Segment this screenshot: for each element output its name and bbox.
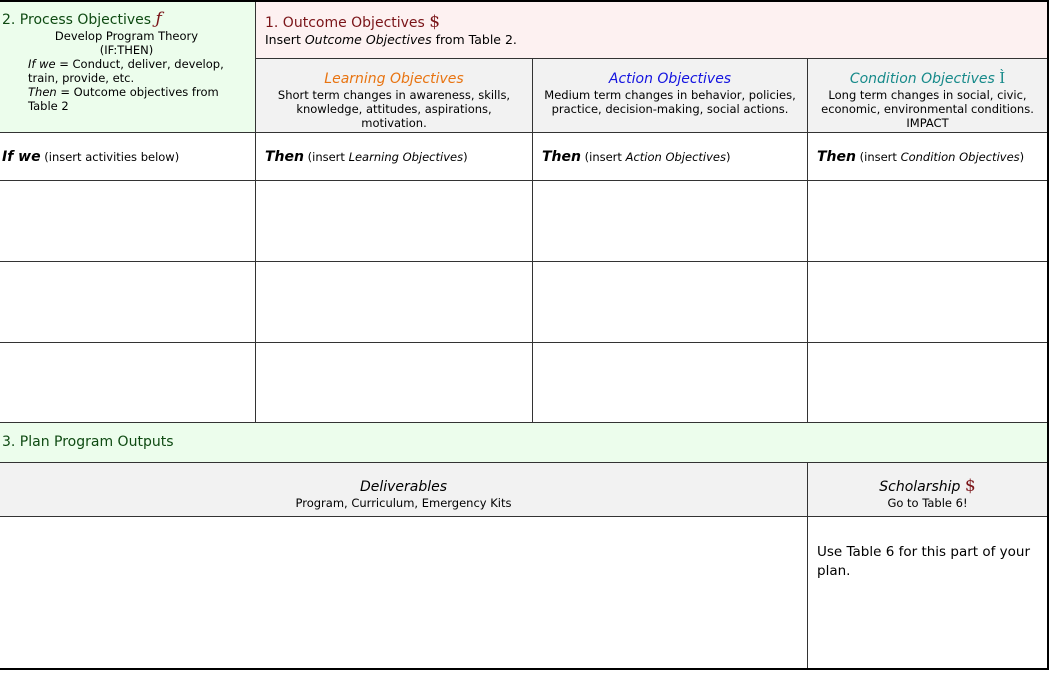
- scholarship-note-cell: [807, 516, 1047, 668]
- insert-post: from Table 2.: [431, 32, 517, 47]
- program-outputs-title: 3. Plan Program Outputs: [2, 434, 174, 450]
- ifwe-header-cell: [0, 132, 255, 180]
- condition-objectives-header: [807, 58, 1047, 132]
- condition-objectives-desc: Long term changes in social, civic, economic, environmental conditions. IMPACT: [821, 88, 1034, 130]
- action-objectives-title: Action Objectives: [608, 71, 732, 87]
- deliverables-header: [0, 462, 807, 516]
- action-entry-cell[interactable]: [532, 261, 807, 342]
- scholarship-dollar-icon: $: [964, 476, 976, 496]
- insert-open-learning: (insert: [303, 149, 349, 164]
- deliverables-title: Deliverables: [359, 479, 448, 495]
- outcome-objectives-cell: [255, 2, 1047, 58]
- process-objectives-title: [2, 10, 251, 29]
- action-entry-cell[interactable]: [532, 342, 807, 422]
- insert-em: Outcome Objectives: [304, 32, 432, 47]
- outcome-objectives-title: [265, 13, 1047, 32]
- ifwe-entry-cell[interactable]: [0, 261, 255, 342]
- ifwe-em: If we: [28, 57, 56, 71]
- ifwe-definition: [2, 57, 251, 85]
- condition-entry-cell[interactable]: [807, 180, 1047, 261]
- if-then-label: (IF:THEN): [99, 43, 154, 57]
- scholarship-header: [807, 462, 1047, 516]
- process-objectives-cell: [0, 2, 255, 132]
- then-definition: [2, 85, 251, 113]
- ifwe-entry-cell[interactable]: [0, 180, 255, 261]
- learning-objectives-desc: Short term changes in awareness, skills, knowledge, attitudes, aspirations, motivation.: [277, 88, 511, 130]
- insert-pre: Insert: [265, 32, 305, 47]
- insert-close-learning: ): [463, 149, 468, 164]
- learning-entry-cell[interactable]: [255, 180, 532, 261]
- insert-open-action: (insert: [580, 149, 626, 164]
- learning-em: Learning Objectives: [348, 149, 464, 164]
- deliverables-entry-cell[interactable]: [0, 516, 807, 668]
- then-bold-condition: Then: [817, 148, 856, 165]
- function-symbol-icon: ƒ: [155, 9, 162, 29]
- condition-objectives-title: [812, 69, 1043, 88]
- process-title-text: 2. Process Objectives: [2, 12, 152, 28]
- dollar-symbol-icon: $: [429, 12, 441, 32]
- then-em: Then: [28, 85, 57, 99]
- condition-title-text: Condition Objectives: [849, 71, 995, 87]
- impact-symbol-icon: Ì: [999, 69, 1006, 87]
- ifwe-entry-cell[interactable]: [0, 342, 255, 422]
- action-objectives-header: [532, 58, 807, 132]
- then-bold-learning: Then: [265, 148, 304, 165]
- insert-open-condition: (insert: [855, 149, 901, 164]
- learning-entry-cell[interactable]: [255, 342, 532, 422]
- program-outputs-title-cell: [0, 422, 1047, 462]
- action-em: Action Objectives: [625, 149, 726, 164]
- then-action-header-cell: [532, 132, 807, 180]
- learning-objectives-header: [255, 58, 532, 132]
- ifwe-header-rest: (insert activities below): [40, 149, 180, 164]
- then-condition-header-cell: [807, 132, 1047, 180]
- condition-entry-cell[interactable]: [807, 342, 1047, 422]
- learning-entry-cell[interactable]: [255, 261, 532, 342]
- deliverables-desc: Program, Curriculum, Emergency Kits: [295, 496, 512, 510]
- learning-objectives-title: Learning Objectives: [324, 71, 464, 87]
- scholarship-title-text: Scholarship: [879, 479, 961, 495]
- action-objectives-desc: Medium term changes in behavior, policies, practice, decision-making, social actions.: [544, 88, 796, 116]
- action-entry-cell[interactable]: [532, 180, 807, 261]
- scholarship-note: Use Table 6 for this part of your plan.: [817, 544, 1031, 579]
- scholarship-desc: Go to Table 6!: [887, 496, 968, 510]
- then-rest: = Outcome objectives from Table 2: [28, 85, 219, 113]
- outcome-insert-line: [265, 32, 1047, 48]
- condition-em: Condition Objectives: [900, 149, 1020, 164]
- then-bold-action: Then: [542, 148, 581, 165]
- then-learning-header-cell: [255, 132, 532, 180]
- scholarship-title: [808, 477, 1047, 496]
- ifwe-bold: If we: [2, 148, 41, 165]
- ifwe-rest: = Conduct, deliver, develop, train, provide, etc.: [28, 57, 224, 85]
- outcome-title-text: 1. Outcome Objectives: [265, 15, 425, 31]
- program-theory-label: Develop Program Theory: [54, 29, 199, 43]
- insert-close-condition: ): [1019, 149, 1025, 164]
- insert-close-action: ): [725, 149, 731, 164]
- condition-entry-cell[interactable]: [807, 261, 1047, 342]
